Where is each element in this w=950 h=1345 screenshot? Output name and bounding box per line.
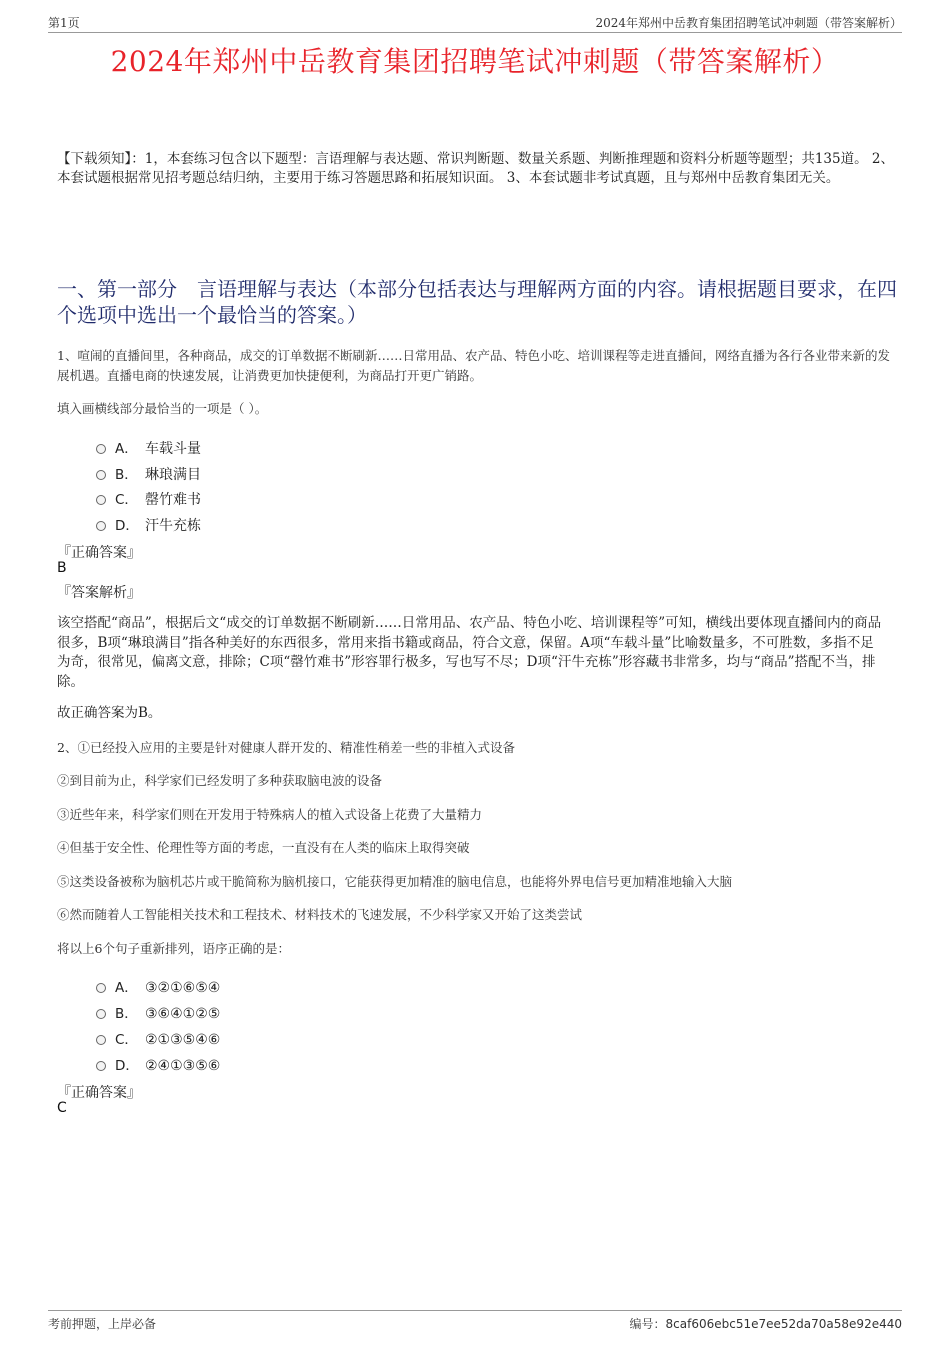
page-number: 第1页 — [48, 16, 80, 30]
option-key: C． — [115, 492, 138, 508]
option-text: 罄竹难书 — [145, 492, 201, 508]
radio-icon[interactable] — [96, 1035, 106, 1045]
option-text: ③②①⑥⑤④ — [145, 980, 221, 996]
footer-slogan: 考前押题，上岸必备 — [48, 1317, 157, 1331]
q1-answer: B — [57, 560, 67, 576]
q1-option-a[interactable] — [96, 437, 201, 457]
option-key: B． — [115, 467, 138, 483]
radio-icon[interactable] — [96, 521, 106, 531]
option-key: D． — [115, 1058, 139, 1074]
option-key: A． — [115, 441, 138, 457]
section-heading: 一、第一部分 言语理解与表达（本部分包括表达与理解两方面的内容。请根据题目要求，在四个选项中选出一个最恰当的答案。） — [57, 277, 897, 327]
option-text: ②④①③⑤⑥ — [145, 1058, 221, 1074]
q1-option-d[interactable] — [96, 514, 201, 534]
option-key: B． — [115, 1006, 138, 1022]
option-key: D． — [115, 518, 139, 534]
q1-analysis-label: 『答案解析』 — [57, 585, 141, 601]
q1-option-c[interactable] — [96, 488, 201, 508]
q2-prompt: 将以上6个句子重新排列，语序正确的是： — [57, 941, 290, 956]
option-text: 汗牛充栋 — [145, 518, 201, 534]
q2-option-a[interactable] — [96, 976, 220, 996]
download-notice: 【下载须知】：1，本套练习包含以下题型：言语理解与表达题、常识判断题、数量关系题、判断推理题和资料分析题等题型；共135道。 2、本套试题根据常见招考题总结归纳，主要用于练习答题思路和拓展知识面。 3、本套试题非考试真题，且与郑州中岳教育集团无关。 — [57, 151, 894, 186]
q2-answer: C — [57, 1100, 67, 1116]
q2-sentence: ②到目前为止，科学家们已经发明了多种获取脑电波的设备 — [57, 773, 383, 788]
page-footer — [48, 1310, 902, 1333]
q2-stem: 2、①已经投入应用的主要是针对健康人群开发的、精准性稍差一些的非植入式设备 — [57, 740, 515, 755]
option-text: 琳琅满目 — [145, 467, 201, 483]
q2-sentence: ④但基于安全性、伦理性等方面的考虑，一直没有在人类的临床上取得突破 — [57, 840, 470, 855]
q2-answer-label: 『正确答案』 — [57, 1085, 141, 1101]
q1-option-b[interactable] — [96, 463, 201, 483]
q1-conclusion: 故正确答案为B。 — [57, 705, 162, 721]
radio-icon[interactable] — [96, 495, 106, 505]
q1-answer-label: 『正确答案』 — [57, 545, 141, 561]
option-key: A． — [115, 980, 138, 996]
q1-stem: 1、喧闹的直播间里，各种商品，成交的订单数据不断刷新……日常用品、农产品、特色小吃、培训课程等走进直播间，网络直播为各行各业带来新的发展机遇。直播电商的快速发展，让消费更加快捷便利，为商品打开更广销路。 — [57, 348, 890, 383]
q2-option-b[interactable] — [96, 1002, 220, 1022]
radio-icon[interactable] — [96, 1061, 106, 1071]
option-text: ③⑥④①②⑤ — [145, 1006, 221, 1022]
q2-sentence: ⑥然而随着人工智能相关技术和工程技术、材料技术的飞速发展，不少科学家又开始了这类尝试 — [57, 907, 583, 922]
q1-analysis: 该空搭配“商品”，根据后文“成交的订单数据不断刷新……日常用品、农产品、特色小吃、培训课程等”可知，横线出要体现直播间内的商品很多，B项“琳琅满目”指各种美好的东西很多，常用来指书籍或商品，符合文意，保留。A项“车载斗量”比喻数量多，不可胜数，多指不足为奇，很常见，偏离文意，排除；C项“罄竹难书”形容罪行极多，写也写不尽；D项“汗牛充栋”形容藏书非常多，均与“商品”搭配不当，排除。 — [57, 615, 882, 690]
footer-serial: 编号：8caf606ebc51e7ee52da70a58e92e440 — [629, 1317, 902, 1331]
document-title: 2024年郑州中岳教育集团招聘笔试冲刺题（带答案解析） — [110, 45, 840, 78]
q2-option-c[interactable] — [96, 1028, 220, 1048]
radio-icon[interactable] — [96, 1009, 106, 1019]
q2-sentence: ⑤这类设备被称为脑机芯片或干脆简称为脑机接口，它能获得更加精准的脑电信息，也能将外界电信号更加精准地输入大脑 — [57, 874, 733, 889]
radio-icon[interactable] — [96, 444, 106, 454]
q2-sentence: ③近些年来，科学家们则在开发用于特殊病人的植入式设备上花费了大量精力 — [57, 807, 483, 822]
q1-prompt: 填入画横线部分最恰当的一项是（ ）。 — [57, 401, 268, 416]
radio-icon[interactable] — [96, 983, 106, 993]
page-header — [48, 14, 902, 33]
option-text: 车载斗量 — [145, 441, 201, 457]
option-text: ②①③⑤④⑥ — [145, 1032, 221, 1048]
option-key: C． — [115, 1032, 138, 1048]
radio-icon[interactable] — [96, 470, 106, 480]
header-doc-title: 2024年郑州中岳教育集团招聘笔试冲刺题（带答案解析） — [595, 16, 902, 30]
q2-option-d[interactable] — [96, 1054, 220, 1074]
